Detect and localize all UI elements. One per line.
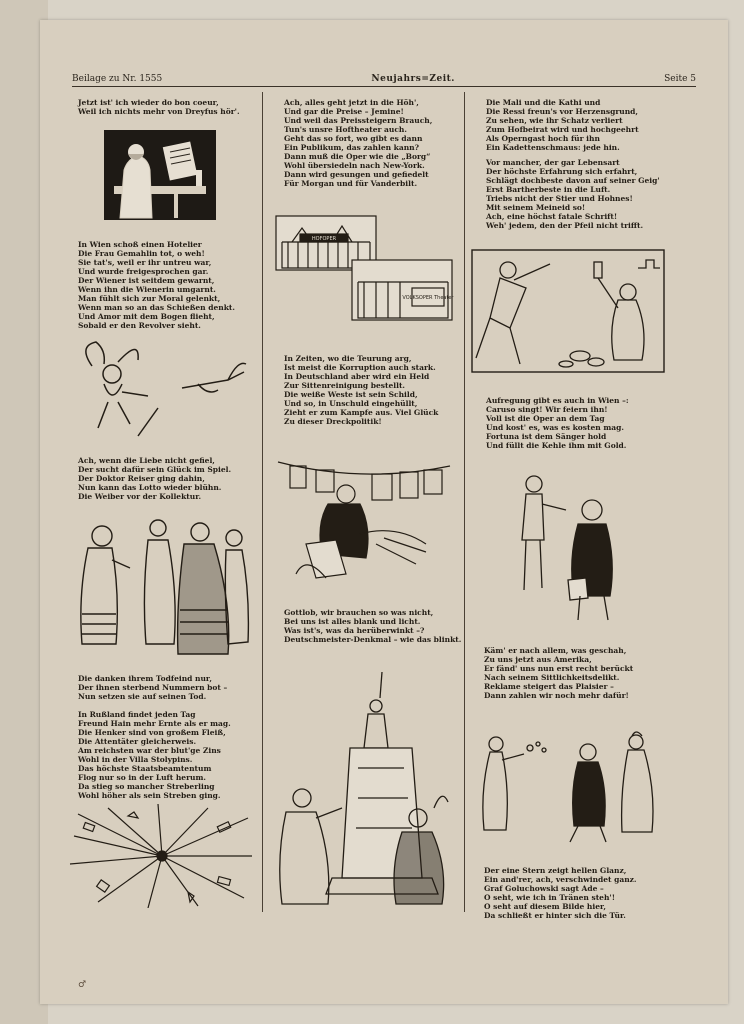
poem-line: Dann zahlen wir noch mehr dafür! (484, 691, 629, 700)
poem-line: Zum Hofbeirat wird und hochgeehrt (486, 125, 639, 134)
poem-line: Mit seinem Meineid so! (486, 203, 586, 212)
poem-line: Sobald er den Revolver sieht. (78, 321, 201, 330)
poem-line: Ach, eine höchst fatale Schrift! (486, 212, 618, 221)
poem-line: Wenn man so an das Schießen denkt. (78, 303, 235, 312)
header-rule (72, 86, 696, 87)
poem-line: Der Doktor Reiser ging dahin, (78, 474, 205, 483)
poem-line: Ein Kadettenschmaus: jede hin. (486, 143, 620, 152)
poem-line: Die danken ihrem Todfeind nur, (78, 674, 212, 683)
poem-line: Ist meist die Korruption auch stark. (284, 363, 436, 372)
poem-line: Der sucht dafür sein Glück im Spiel. (78, 465, 232, 474)
poem-line: Geht das so fort, wo gibt es dann (284, 134, 423, 143)
header-page-number: Seite 5 (664, 74, 696, 84)
poem-line: Und wurde freigesprochen gar. (78, 267, 209, 276)
poem-line: Deutschmeister-Denkmal – wie das blinkt. (284, 635, 462, 644)
poem-line: Triebs nicht der Stier und Hohnes! (486, 194, 633, 203)
illustration-explosion (68, 804, 254, 908)
column-rule-1 (262, 92, 263, 912)
poem-line: In Zeiten, wo die Teurung arg, (284, 354, 412, 363)
poem-line: Die Attentäter gleicherweis. (78, 737, 197, 746)
poem-line: Ach, alles geht jetzt in die Höh', (284, 98, 419, 107)
poem-line: O seht auf diesem Bilde hier, (484, 902, 606, 911)
poem-line: Und Amor mit dem Bogen flieht, (78, 312, 215, 321)
poem-line: Freund Hain mehr Ernte als er mag. (78, 719, 231, 728)
poem-line: Wohl höher als sein Streben ging. (78, 791, 221, 800)
poem-line: Weh' jedem, den der Pfeil nicht trifft. (486, 221, 644, 230)
poem-line: Flog nur so in der Luft herum. (78, 773, 207, 782)
poem-line: Die Ressi freun's vor Herzensgrund, (486, 107, 639, 116)
header-title: Neujahrs=Zeit. (371, 74, 455, 84)
poem-line: Die Frau Gemahlin tot, o weh! (78, 249, 205, 258)
poem-line: Nun setzen sie auf seinen Tod. (78, 692, 207, 701)
poem-line: In Deutschland aber wird ein Held (284, 372, 430, 381)
poem-gottlob (284, 608, 461, 644)
poem-russia (78, 710, 231, 800)
poem-lottery-thanks (78, 674, 227, 701)
poem-line: Gottlob, wir brauchen so was nicht, (284, 608, 434, 617)
poem-line: Das höchste Staatsbeamtentum (78, 764, 212, 773)
poem-line: Vor mancher, der gar Lebensart (486, 158, 620, 167)
poem-line: Für Morgan und für Vanderbilt. (284, 179, 418, 188)
poem-line: Reklame steigert das Plaisier – (484, 682, 614, 691)
poem-line: Voll ist die Oper an dem Tag (486, 414, 605, 423)
poem-line: Da stieg so mancher Streberling (78, 782, 215, 791)
column-rule-2 (464, 92, 465, 912)
poem-line: Und füllt die Kehle ihm mit Gold. (486, 441, 627, 450)
poem-line: Caruso singt! Wir feiern ihn! (486, 405, 608, 414)
poem-line: Graf Goluchowski sagt Ade – (484, 884, 604, 893)
poem-line: Käm' er nach allem, was geschah, (484, 646, 627, 655)
illustration-caruso-and-lady (508, 470, 628, 630)
illustration-women-at-lottery (68, 514, 252, 662)
illustration-laundry-line (276, 444, 452, 588)
poem-line: In Wien schoß einen Hotelier (78, 240, 202, 249)
poem-line: Tun's unsre Hoftheater auch. (284, 125, 407, 134)
poem-line: Die Weiber vor der Kollektur. (78, 492, 202, 501)
illustration-deutschmeister-monument (272, 668, 456, 912)
poem-line: Sie tat's, weil er ihr untreu war, (78, 258, 212, 267)
page-header (72, 72, 696, 86)
poem-line: Wohl übersiedeln nach New-York. (284, 161, 425, 170)
poem-line: Zu uns jetzt aus Amerika, (484, 655, 592, 664)
poem-line: Da schließt er hinter sich die Tür. (484, 911, 626, 920)
poem-line: Am reichsten war der blut'ge Zins (78, 746, 221, 755)
poem-arrow (486, 158, 660, 230)
poem-line: Bei uns ist alles blank und licht. (284, 617, 421, 626)
poem-line: Als Operngast hoch für ihn (486, 134, 600, 143)
poem-love-and-lotto (78, 456, 231, 501)
poem-line: Der höchste Erfahrung sich erfahrt, (486, 167, 638, 176)
poem-line: Die Henker sind von großem Fleiß, (78, 728, 226, 737)
poem-line: Die Mali und die Kathi und (486, 98, 601, 107)
poem-line: Zur Sittenreinigung bestellt. (284, 381, 406, 390)
poem-vienna-hotelier (78, 240, 235, 330)
poem-line: Er fänd' uns nun erst recht berückt (484, 664, 634, 673)
poem-caruso (486, 396, 629, 450)
poem-dreyfus (78, 98, 240, 116)
poem-line: Zu sehen, wie ihr Schatz verliert (486, 116, 623, 125)
poem-kaem-er (484, 646, 633, 700)
poem-line: Wohl in der Villa Stolypins. (78, 755, 193, 764)
poem-line: Zieht er zum Kampfe aus. Viel Glück (284, 408, 439, 417)
poem-line: Aufregung gibt es auch in Wien –: (486, 396, 629, 405)
poem-line: Dann muß die Oper wie die „Borg“ (284, 152, 431, 161)
poem-line: Ach, wenn die Liebe nicht gefiel, (78, 456, 215, 465)
illustration-opera-houses (272, 212, 456, 324)
poem-line: Der ihnen sterbend Nummern bot – (78, 683, 228, 692)
poem-line: Und so, in Unschuld eingehüllt, (284, 399, 418, 408)
poem-line: Man fühlt sich zur Moral gelenkt, (78, 294, 221, 303)
illustration-goluchowski-farewell (470, 730, 662, 850)
poem-line: Zu dieser Dreckpolitik! (284, 417, 382, 426)
poem-line: Und kost' es, was es kosten mag. (486, 423, 624, 432)
poem-line: Erst Bartherbeste in die Luft. (486, 185, 611, 194)
poem-line: Und weil das Preissteigern Brauch, (284, 116, 433, 125)
poem-star (484, 866, 637, 920)
poem-line: Ein and'rer, ach, verschwindet ganz. (484, 875, 637, 884)
footer-mark: ♂ (78, 980, 87, 990)
poem-line: Schlägt dochbeste davon auf seiner Geig' (486, 176, 660, 185)
poem-mali-kathi (486, 98, 639, 152)
poem-line: Die weiße Weste ist sein Schild, (284, 390, 418, 399)
poem-line: Wenn ihn die Wienerin umgarnt. (78, 285, 216, 294)
poem-line: Nun kann das Lotto wieder blühn. (78, 483, 222, 492)
poem-line: In Rußland findet jeden Tag (78, 710, 196, 719)
poem-line: O seht, wie ich in Tränen steh'! (484, 893, 615, 902)
poem-line: Weil ich nichts mehr von Dreyfus hör'. (78, 107, 240, 116)
poem-corruption (284, 354, 438, 426)
header-supplement: Beilage zu Nr. 1555 (72, 74, 163, 84)
poem-line: Dann wird gesungen und gefiedelt (284, 170, 429, 179)
illustration-reader-with-newspaper (104, 130, 216, 220)
sign-hofoper: HOFOPER (311, 236, 337, 242)
sign-volksoper: VOLKSOPER Theater (402, 295, 454, 301)
illustration-duel-with-bottles (470, 248, 666, 374)
poem-line: Fortuna ist dem Sänger hold (486, 432, 607, 441)
poem-line: Nach seinem Sittlichkeitsdelikt. (484, 673, 620, 682)
illustration-cupid-and-revolver (78, 336, 248, 444)
poem-line: Der Wiener ist seitdem gewarnt, (78, 276, 215, 285)
poem-line: Und gar die Preise – Jemine! (284, 107, 404, 116)
poem-line: Ein Publikum, das zahlen kann? (284, 143, 420, 152)
poem-prices (284, 98, 432, 188)
poem-line: Was ist's, was da herüberwinkt –? (284, 626, 425, 635)
poem-line: Der eine Stern zeigt hellen Glanz, (484, 866, 627, 875)
poem-line: Jetzt ist' ich wieder do bon coeur, (78, 98, 219, 107)
